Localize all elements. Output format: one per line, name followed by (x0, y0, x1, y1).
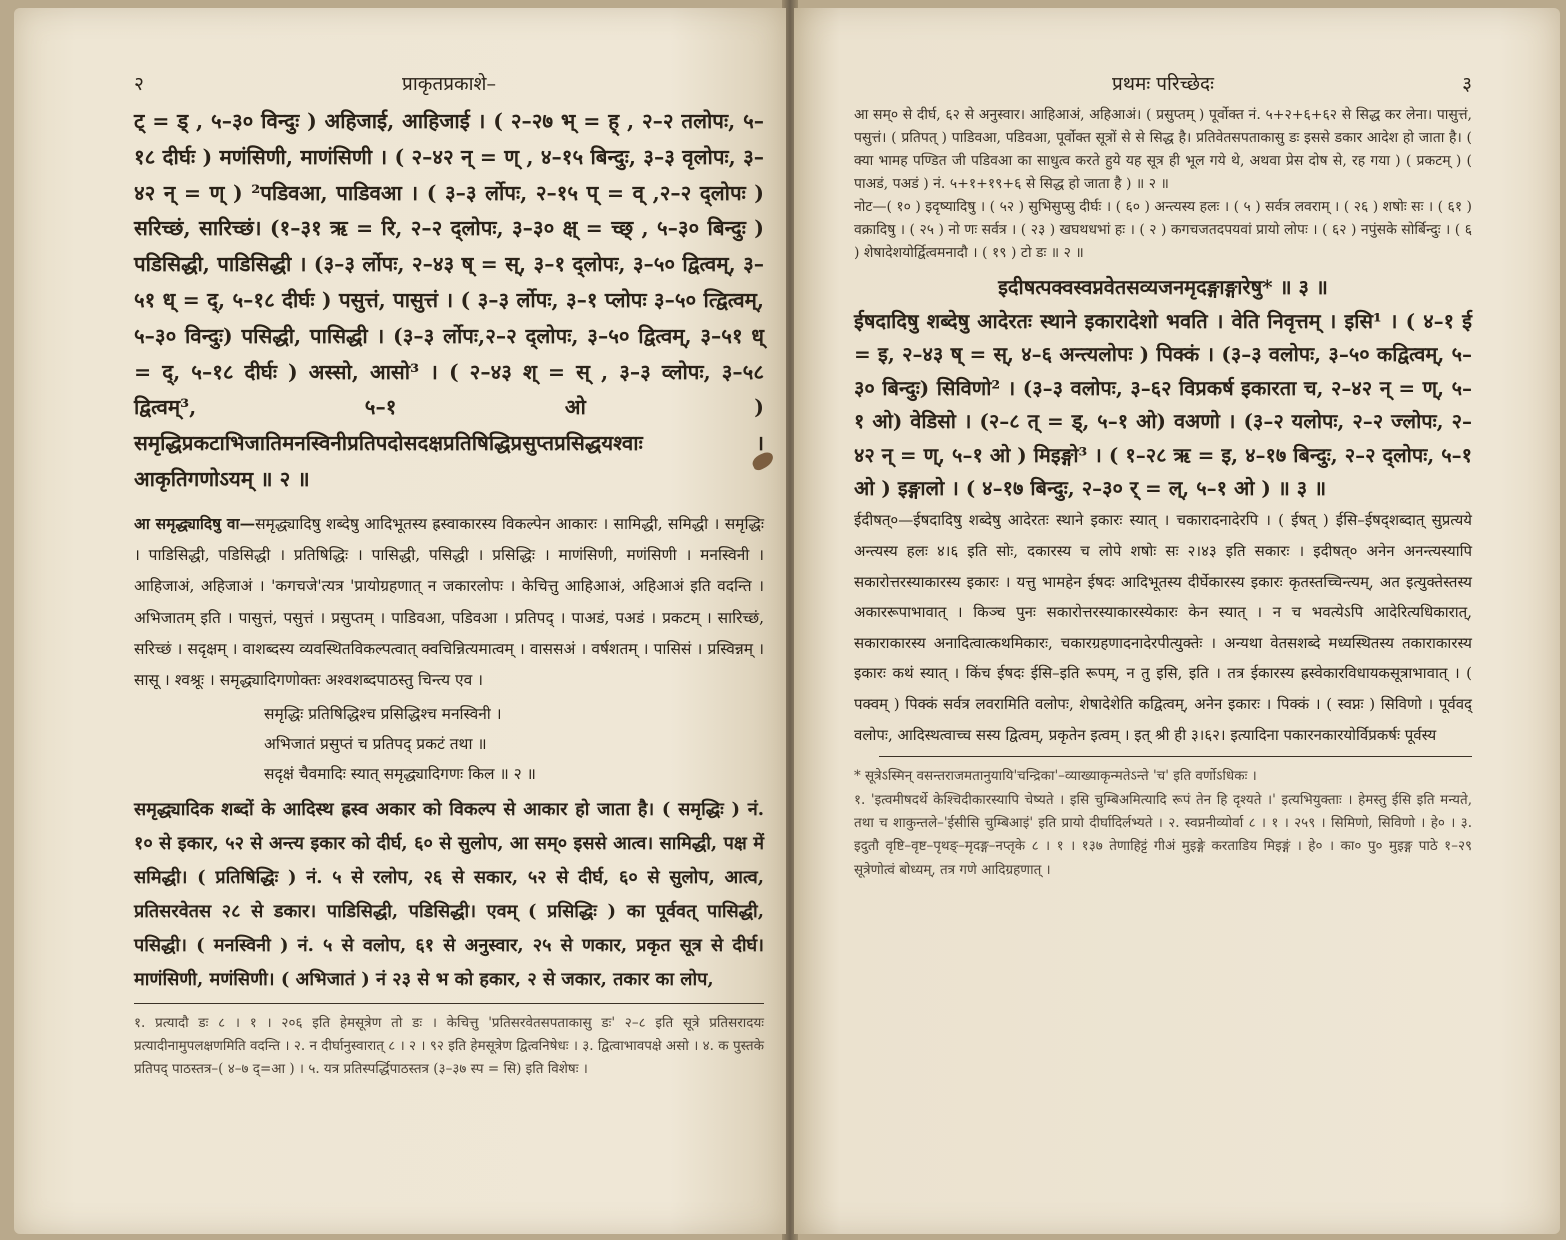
page-number: २ (134, 73, 144, 95)
commentary-paragraph (134, 508, 764, 697)
verse-line: समृद्धिः प्रतिषिद्धिश्च प्रसिद्धिश्च मनस्विनी । (264, 704, 502, 723)
paragraph: ईषदादिषु शब्देषु आदेरतः स्थाने इकारादेशो भवति । वेति निवृत्तम् । इसि¹ । ( ४–१ ई = इ, २–४३ ष् = स्, ४–६ अन्त्यलोपः ) पिक्कं । (३–३ वलोपः, ३–५० कद्वित्वम्, ५–३० बिन्दुः) सिविणो² । (३–३ वलोपः, ३–६२ विप्रकर्ष इकारता च, २–४२ न् = ण्, ५–१ ओ) वेडिसो । (२–८ त् = ड्, ५–१ ओ) वअणो । (३–२ यलोपः, २–२ ज्लोपः, २–४२ न् = ण्, ५–१ ओ ) मिइङ्गो³ । ( १–२८ ऋ = इ, ४–१७ बिन्दुः, २–२ द्लोपः, ५–१ ओ ) इङ्गालो । ( ४–१७ बिन्दुः, २–३० र् = ल्, ५–१ ओ ) ॥ ३ ॥ (854, 309, 1472, 501)
note-paragraph: नोट—( १० ) इदृष्यादिषु । ( ५२ ) सुभिसुप्सु दीर्घः । ( ६० ) अन्त्यस्य हलः । ( ५ ) सर्वत्र लवराम् । ( २६ ) शषोः सः । ( ६१ ) वक्रादिषु । ( २५ ) नो णः सर्वत्र । ( २३ ) खघथधभां हः । ( २ ) कगचजतदपयवां प्रायो लोपः । ( ६२ ) नपुंसके सोर्बिन्दुः । ( ६ ) शेषादेशयोर्द्वित्वमनादौ । ( १९ ) टो डः ॥ २ ॥ (854, 199, 1473, 261)
paragraph: ट् = ड् , ५–३० विन्दुः ) अहिजाई, आहिजाई । ( २–२७ भ् = ह् , २–२ तलोपः, ५–१८ दीर्घः ) मणंसिणी, माणंसिणी । ( २–४२ न् = ण् , ४–१५ बिन्दुः, ३–३ वृलोपः, ३–४२ न् = ण् ) ²पडिवआ, पाडिवआ । ( ३–३ र्लोपः, २–१५ प् = व् ,२–२ द्लोपः ) सरिच्छं, सारिच्छं। (१–३१ ऋ = रि, २–२ द्लोपः, ३–३० क्ष् = च्छ् , ५–३० बिन्दुः ) पडिसिद्धी, पाडिसिद्धी । (३–३ र्लोपः, २–४३ ष् = स्, ३–१ द्लोपः, ३–५० द्वित्वम्, ३–५१ ध् = द्, ५–१८ दीर्घः ) पसुत्तं, पासुत्तं । ( ३–३ र्लोपः, ३–१ प्लोपः ३–५० त्द्वित्वम्, ५–३० विन्दुः) पसिद्धी, पासिद्धी । (३–३ र्लोपः,२–२ द्लोपः, ३–५० द्वित्वम्, ३–५१ ध् = द्, ५–१८ दीर्घः ) अस्सो, आसो³ । ( २–४३ श् = स् , ३–३ व्लोपः, ३–५८ द्वित्वम्³, ५–१ ओ ) समृद्धिप्रकटाभिजातिमनस्विनीप्रतिपदोसदक्षप्रतिषिद्धिप्रसुप्तप्रसिद्धयश्वाः । आकृतिगणोऽयम् ॥ २ ॥ (134, 109, 764, 491)
commentary-paragraph: ईदीषत्०—ईषदादिषु शब्देषु आदेरतः स्थाने इकारः स्यात् । चकारादनादेरपि । ( ईषत् ) ईसि–ईषद्शब्दात् सुप्रत्यये अन्त्यस्य हलः ४।६ इति सोः, दकारस्य च लोपे शषोः सः २।४३ इति सकारः । इदीषत्० अनेन अनन्त्यस्यापि सकारोत्तरस्याकारस्य इकारः । यत्तु भामहेन ईषदः आदिभूतस्य दीर्घेकारस्य इकारः कृतस्तच्चिन्त्यम्, अत इत्युक्तेस्तस्य अकाररूपाभावात् । किञ्च पुनः सकारोत्तरस्याकारस्येकारः केन स्यात् । न च भवत्येऽपि आदेरित्यधिकारात्, सकाराकारस्य अनादित्वात्कथमिकारः, चकारग्रहणादनादेरपीत्युक्तेः । अन्यथा वेतसशब्दे मध्यस्थितस्य तकाराकारस्य इकारः कथं स्यात् । किंच ईषदः ईसि–इति रूपम्, न तु इसि, इति । तत्र ईकारस्य ह्रस्वेकारविधायकसूत्राभावात् । ( पक्वम् ) पिक्कं सर्वत्र लवरामिति वलोपः, शेषादेशेति कद्वित्वम्, अनेन इकारः । पिक्कं । ( स्वप्नः ) सिविणो । पूर्ववद् वलोपः, आदिस्थत्वाच्च सस्य द्वित्वम्, प्रकृतेन इत्वम् । इत् श्री ही ३।६२। इत्यादिना पकारनकारयोर्विप्रकर्षः पूर्वस्य (854, 511, 1472, 744)
hindi-paragraph: समृद्ध्यादिक शब्दों के आदिस्थ ह्रस्व अकार को विकल्प से आकार हो जाता है। ( समृद्धिः ) नं. १० से इकार, ५२ से अन्त्य इकार को दीर्घ, ६० से सुलोप, आ सम्० इससे आत्व। सामिद्धी, पक्ष में समिद्धी। ( प्रतिषिद्धिः ) नं. ५ से रलोप, २६ से सकार, ५२ से दीर्घ, ६० से सुलोप, आत्व, प्रतिसरवेतस २८ से डकार। पाडिसिद्धी, पडिसिद्धी। एवम् ( प्रसिद्धिः ) का पूर्ववत् पासिद्धी, पसिद्धी। ( मनस्विनी ) नं. ५ से वलोप, ६१ से अनुस्वार, २५ से णकार, प्रकृत सूत्र से दीर्घ। माणंसिणी, मणंसिणी। ( अभिजातं ) नं २३ से भ को हकार, २ से जकार, तकार का लोप, (134, 798, 764, 990)
footnote: १. प्रत्यादौ डः ८ । १ । २०६ इति हेमसूत्रेण तो डः । केचित्तु 'प्रतिसरवेतसपताकासु डः' २–८ इति सूत्रे प्रतिसरादयः प्रत्यादीनामुपलक्षणमिति वदन्ति । २. न दीर्घानुस्वारात् ८ । २ । ९२ इति हेमसूत्रेण द्वित्वनिषेधः । ३. द्वित्वाभावपक्षे असो । ४. क पुस्तके प्रतिपद् पाठस्तत्र–( ४–७ द्=आ ) । ५. यत्र प्रतिस्पर्द्धिपाठस्तत्र (३–३७ स्प = सि) इति विशेषः । (134, 1014, 764, 1078)
verse-block (134, 699, 764, 789)
verse-line: अभिजातं प्रसुप्तं च प्रतिपद् प्रकटं तथा ॥ (264, 734, 487, 753)
running-title: प्रथमः परिच्छेदः (1112, 73, 1214, 95)
page-number: ३ (1462, 73, 1472, 95)
intro-paragraph: आ सम्० से दीर्घ, ६२ से अनुस्वार। आहिआअं, अहिआअं। ( प्रसुप्तम् ) पूर्वोक्त नं. ५+२+६+६२ से सिद्ध कर लेना। पासुत्तं, पसुत्तं। ( प्रतिपत् ) पाडिवआ, पडिवआ, पूर्वोक्त सूत्रों से से सिद्ध है। प्रतिवेतसपताकासु डः इससे डकार आदेश हो जाता है। ( क्या भामह पण्डित जी पडिवआ का साधुत्व करते हुये यह सूत्र ही भूल गये थे, अथवा प्रेस दोष से, रह गया ) ( प्रकटम् ) ( पाअडं, पअडं ) नं. ५+१+१९+६ से सिद्ध हो जाता है ) ॥ २ ॥ (854, 107, 1472, 192)
right-page (794, 8, 1560, 1234)
left-page (14, 8, 786, 1234)
commentary-text: समृद्ध्यादिषु शब्देषु आदिभूतस्य ह्रस्वाकारस्य विकल्पेन आकारः । सामिद्धी, समिद्धी । समृद्धिः । पाडिसिद्धी, पडिसिद्धी । प्रतिषिद्धिः । पासिद्धी, पसिद्धी । प्रसिद्धिः । माणंसिणी, मणंसिणी । मनस्विनी । आहिजाअं, अहिजाअं । 'कगचजे'त्यत्र 'प्रायोग्रहणात् न जकारलोपः । केचित्तु आहिआअं, अहिआअं इति वदन्ति । अभिजातम् इति । पासुत्तं, पसुत्तं । प्रसुप्तम् । पाडिवआ, पडिवआ । प्रतिपद् । पाअडं, पअडं । प्रकटम् । सारिच्छं, सरिच्छं । सदृक्षम् । वाशब्दस्य व्यवस्थितविकल्पत्वात् क्वचिन्नित्यमात्वम् । वाससअं । वर्षशतम् । पासिसं । प्रस्विन्नम् । सासू । श्वश्रूः । समृद्ध्यादिगणोक्तः अश्वशब्दपाठस्तु चिन्त्य एव । (134, 514, 764, 690)
right-page-content (854, 70, 1472, 882)
footnote: १. 'इत्वमीषदर्थे केश्चिदीकारस्यापि चेष्यते । इसि चुम्बिअमित्यादि रूपं तेन हि दृश्यते ।' इत्यभियुक्ताः । हेमस्तु ईसि इति मन्यते, तथा च शाकुन्तले–'ईसीसि चुम्बिआइं' इति प्रायो दीर्घादिर्लभ्यते । २. स्वप्ननीव्योर्वा ८ । १ । २५९ । सिमिणो, सिविणो । हे० । ३. इदुतौ वृष्टि–वृष्ट–पृथङ्–मृदङ्ग–नप्तृके ८ । १ । १३७ तेणाहिट्टं गीअं मुइङ्गे करताडिय मिइङ्गं । हे० । का० पु० मुइङ्ग पाठे १–२९ सूत्रेणोत्वं बोध्यम्, तत्र गणे आदिग्रहणात् । (854, 791, 1472, 878)
footnote: * सूत्रेऽस्मिन् वसन्तराजमतानुयायि'चन्द्रिका'–व्याख्याकृन्मतेऽन्ते 'च' इति वर्णोऽधिकः । (854, 768, 1257, 785)
verse-line: सदृक्षं चैवमादिः स्यात् समृद्ध्यादिगणः किल ॥ २ ॥ (264, 764, 536, 783)
commentary-lead: आ समृद्ध्यादिषु वा— (134, 513, 256, 533)
footnote-rule (134, 1003, 764, 1004)
left-page-header (134, 70, 764, 104)
left-page-content (134, 70, 764, 1082)
footnote-rule (879, 756, 1472, 757)
running-title: प्राकृतप्रकाशे– (402, 73, 496, 95)
right-page-header (854, 70, 1472, 104)
sutra-heading: इदीषत्पक्वस्वप्नवेतसव्यजनमृदङ्गाङ्गारेषु* ॥ ३ ॥ (998, 275, 1328, 299)
